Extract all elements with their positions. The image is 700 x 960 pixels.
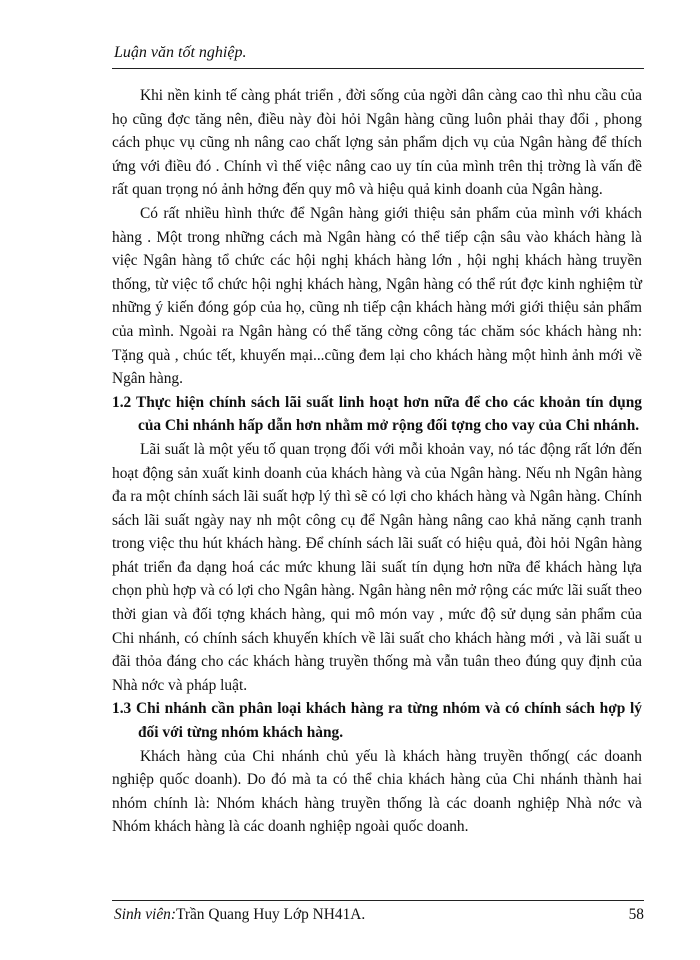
page-number: 58: [628, 906, 644, 923]
section-heading-1-3: 1.3 Chi nhánh cần phân loại khách hàng ra từng nhóm và có chính sách hợp lý đối với từng nhóm khách hàng.: [112, 700, 642, 742]
footer-author: [114, 906, 365, 924]
page-body: [112, 84, 642, 839]
paragraph-3: Lãi suất là một yếu tố quan trọng đối với mỗi khoản vay, nó tác động rất lớn đến hoạt động sản xuất kinh doanh của khách hàng và của Ngân hàng. Nếu nh Ngân hàng đa ra một chính sách lãi suất hợp lý thì sẽ có lợi cho khách hàng và Ngân hàng. Chính sách lãi suất ngày nay nh một công cụ để Ngân hàng nâng cao khả năng cạnh tranh trong việc thu hút khách hàng. Để chính sách lãi suất có hiệu quả, đòi hỏi Ngân hàng phát triển đa dạng hoá các mức khung lãi suất tín dụng hơn nữa để khách hàng lựa chọn phù hợp và có lợi cho Ngân hàng. Ngân hàng nên mở rộng các mức lãi suất theo thời gian và đối tợng khách hàng, qui mô món vay , mức độ sử dụng sản phẩm của Chi nhánh, có chính sách khuyến khích về lãi suất cho khách hàng mới , và lãi suất u đãi thỏa đáng cho các khách hàng truyền thống mà vẫn tuân theo đúng quy định của Nhà nớc và pháp luật.: [112, 440, 642, 694]
page-footer: [114, 906, 644, 924]
footer-divider: [112, 900, 644, 901]
paragraph-2: Có rất nhiều hình thức để Ngân hàng giới thiệu sản phẩm của mình với khách hàng . Một trong những cách mà Ngân hàng có thể tiếp cận sâu vào khách hàng là việc Ngân hàng tổ chức các hội nghị khách hàng lớn , hội nghị khách hàng truyền thống, từ việc tổ chức hội nghị khách hàng, Ngân hàng có thể rút đợc kinh nghiệm từ những ý kiến đóng góp của họ, cũng nh tiếp cận khách hàng mới giới thiệu sản phẩm của mình. Ngoài ra Ngân hàng có thể tăng cờng công tác chăm sóc khách hàng nh: Tặng quà , chúc tết, khuyến mại...cũng đem lại cho khách hàng một hình ảnh mới về Ngân hàng.: [112, 204, 642, 388]
page-header: [114, 44, 644, 62]
header-divider: [112, 68, 644, 69]
section-heading-1-2: 1.2 Thực hiện chính sách lãi suất linh hoạt hơn nữa để cho các khoản tín dụng của Chi nhánh hấp dẫn hơn nhằm mở rộng đối tợng cho vay của Chi nhánh.: [112, 393, 642, 435]
footer-label: Sinh viên:: [114, 906, 176, 923]
paragraph-1: Khi nền kinh tế càng phát triển , đời sống của ngời dân càng cao thì nhu cầu của họ cũng đợc tăng nên, điều này đòi hỏi Ngân hàng cũng luôn phải thay đổi , phong cách phục vụ cũng nh nâng cao chất lợng sản phẩm dịch vụ của Ngân hàng để thích ứng với điều đó . Chính vì thế việc nâng cao uy tín của mình trên thị trờng là vấn đề rất quan trọng nó ảnh hởng đến quy mô và hiệu quả kinh doanh của Ngân hàng.: [112, 87, 642, 199]
footer-student: Trần Quang Huy Lớp NH41A.: [175, 906, 366, 923]
paragraph-4: Khách hàng của Chi nhánh chủ yếu là khách hàng truyền thống( các doanh nghiệp quốc doanh). Do đó mà ta có thể chia khách hàng của Chi nhánh thành hai nhóm chính là: Nhóm khách hàng truyền thống là các doanh nghiệp Nhà nớc và Nhóm khách hàng là các doanh nghiệp ngoài quốc doanh.: [112, 747, 642, 836]
header-title: Luận văn tốt nghiệp.: [114, 44, 247, 61]
